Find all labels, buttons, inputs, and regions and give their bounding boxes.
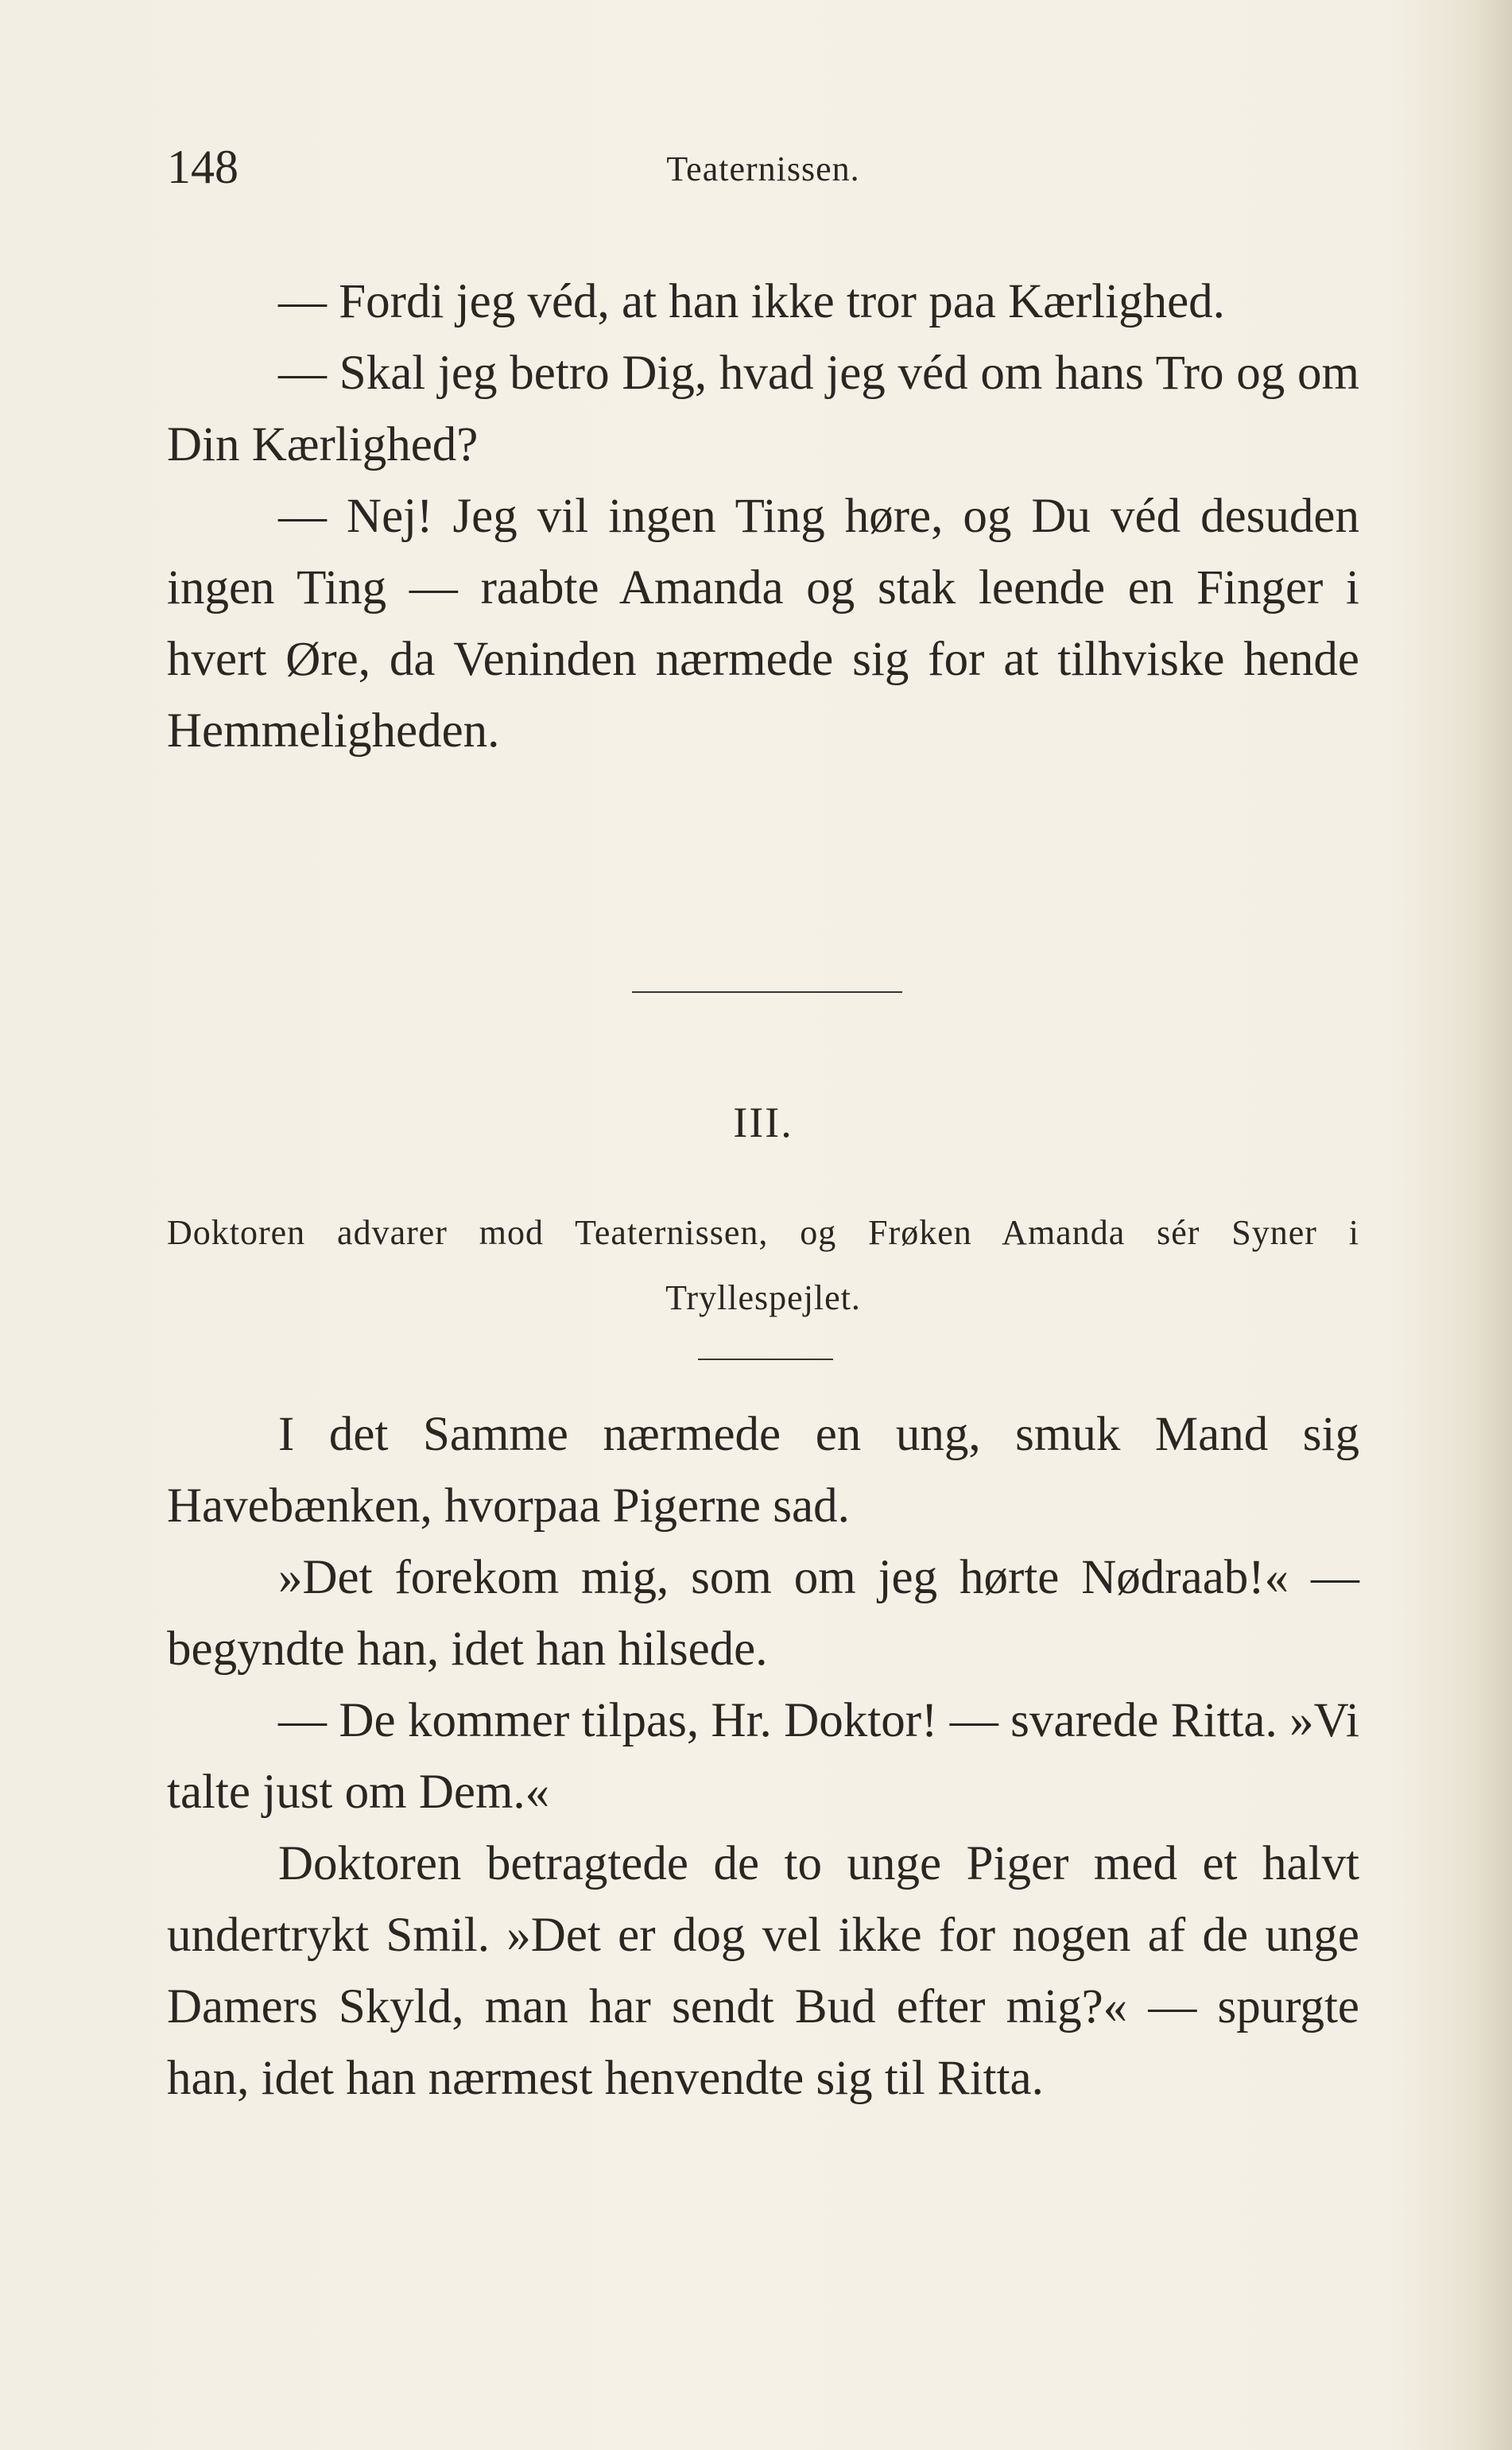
page-header xyxy=(167,135,1359,199)
chapter-summary-text: Doktoren advarer mod Teaternissen, og Frøken Amanda sér Syner i Tryllespejlet. xyxy=(167,1213,1359,1317)
section-divider-rule xyxy=(632,991,902,993)
paragraph: I det Samme nærmede en ung, smuk Mand sig Havebænken, hvorpaa Pigerne sad. xyxy=(167,1408,1359,1533)
paragraph: »Det forekom mig, som om jeg hørte Nødraab!« — begyndte han, idet han hilsede. xyxy=(167,1551,1359,1676)
running-title: Teaternissen. xyxy=(666,149,860,188)
paragraph: — Nej! Jeg vil ingen Ting høre, og Du véd desuden ingen Ting — raabte Amanda og stak leende en Finger i hvert Øre, da Veninden nærmede sig for at tilhviske hende Hemmeligheden. xyxy=(167,490,1359,758)
paragraph: — De kommer tilpas, Hr. Doktor! — svarede Ritta. »Vi talte just om Dem.« xyxy=(167,1694,1359,1819)
section-2-text xyxy=(167,1399,1359,2115)
section-1-text xyxy=(167,266,1359,767)
chapter-number: III. xyxy=(733,1099,793,1146)
paragraph: — Skal jeg betro Dig, hvad jeg véd om hans Tro og om Din Kærlighed? xyxy=(167,347,1359,471)
page-number: 148 xyxy=(167,141,238,193)
chapter-summary xyxy=(167,1200,1359,1331)
paragraph: Doktoren betragtede de to unge Piger med et halvt undertrykt Smil. »Det er dog vel ikke for nogen af de unge Damers Skyld, man har sendt Bud efter mig?« — spurgte han, idet han nærmest henvendte sig til Ritta. xyxy=(167,1837,1359,2105)
chapter-divider-rule xyxy=(698,1359,833,1360)
paragraph: — Fordi jeg véd, at han ikke tror paa Kærlighed. xyxy=(278,275,1225,328)
